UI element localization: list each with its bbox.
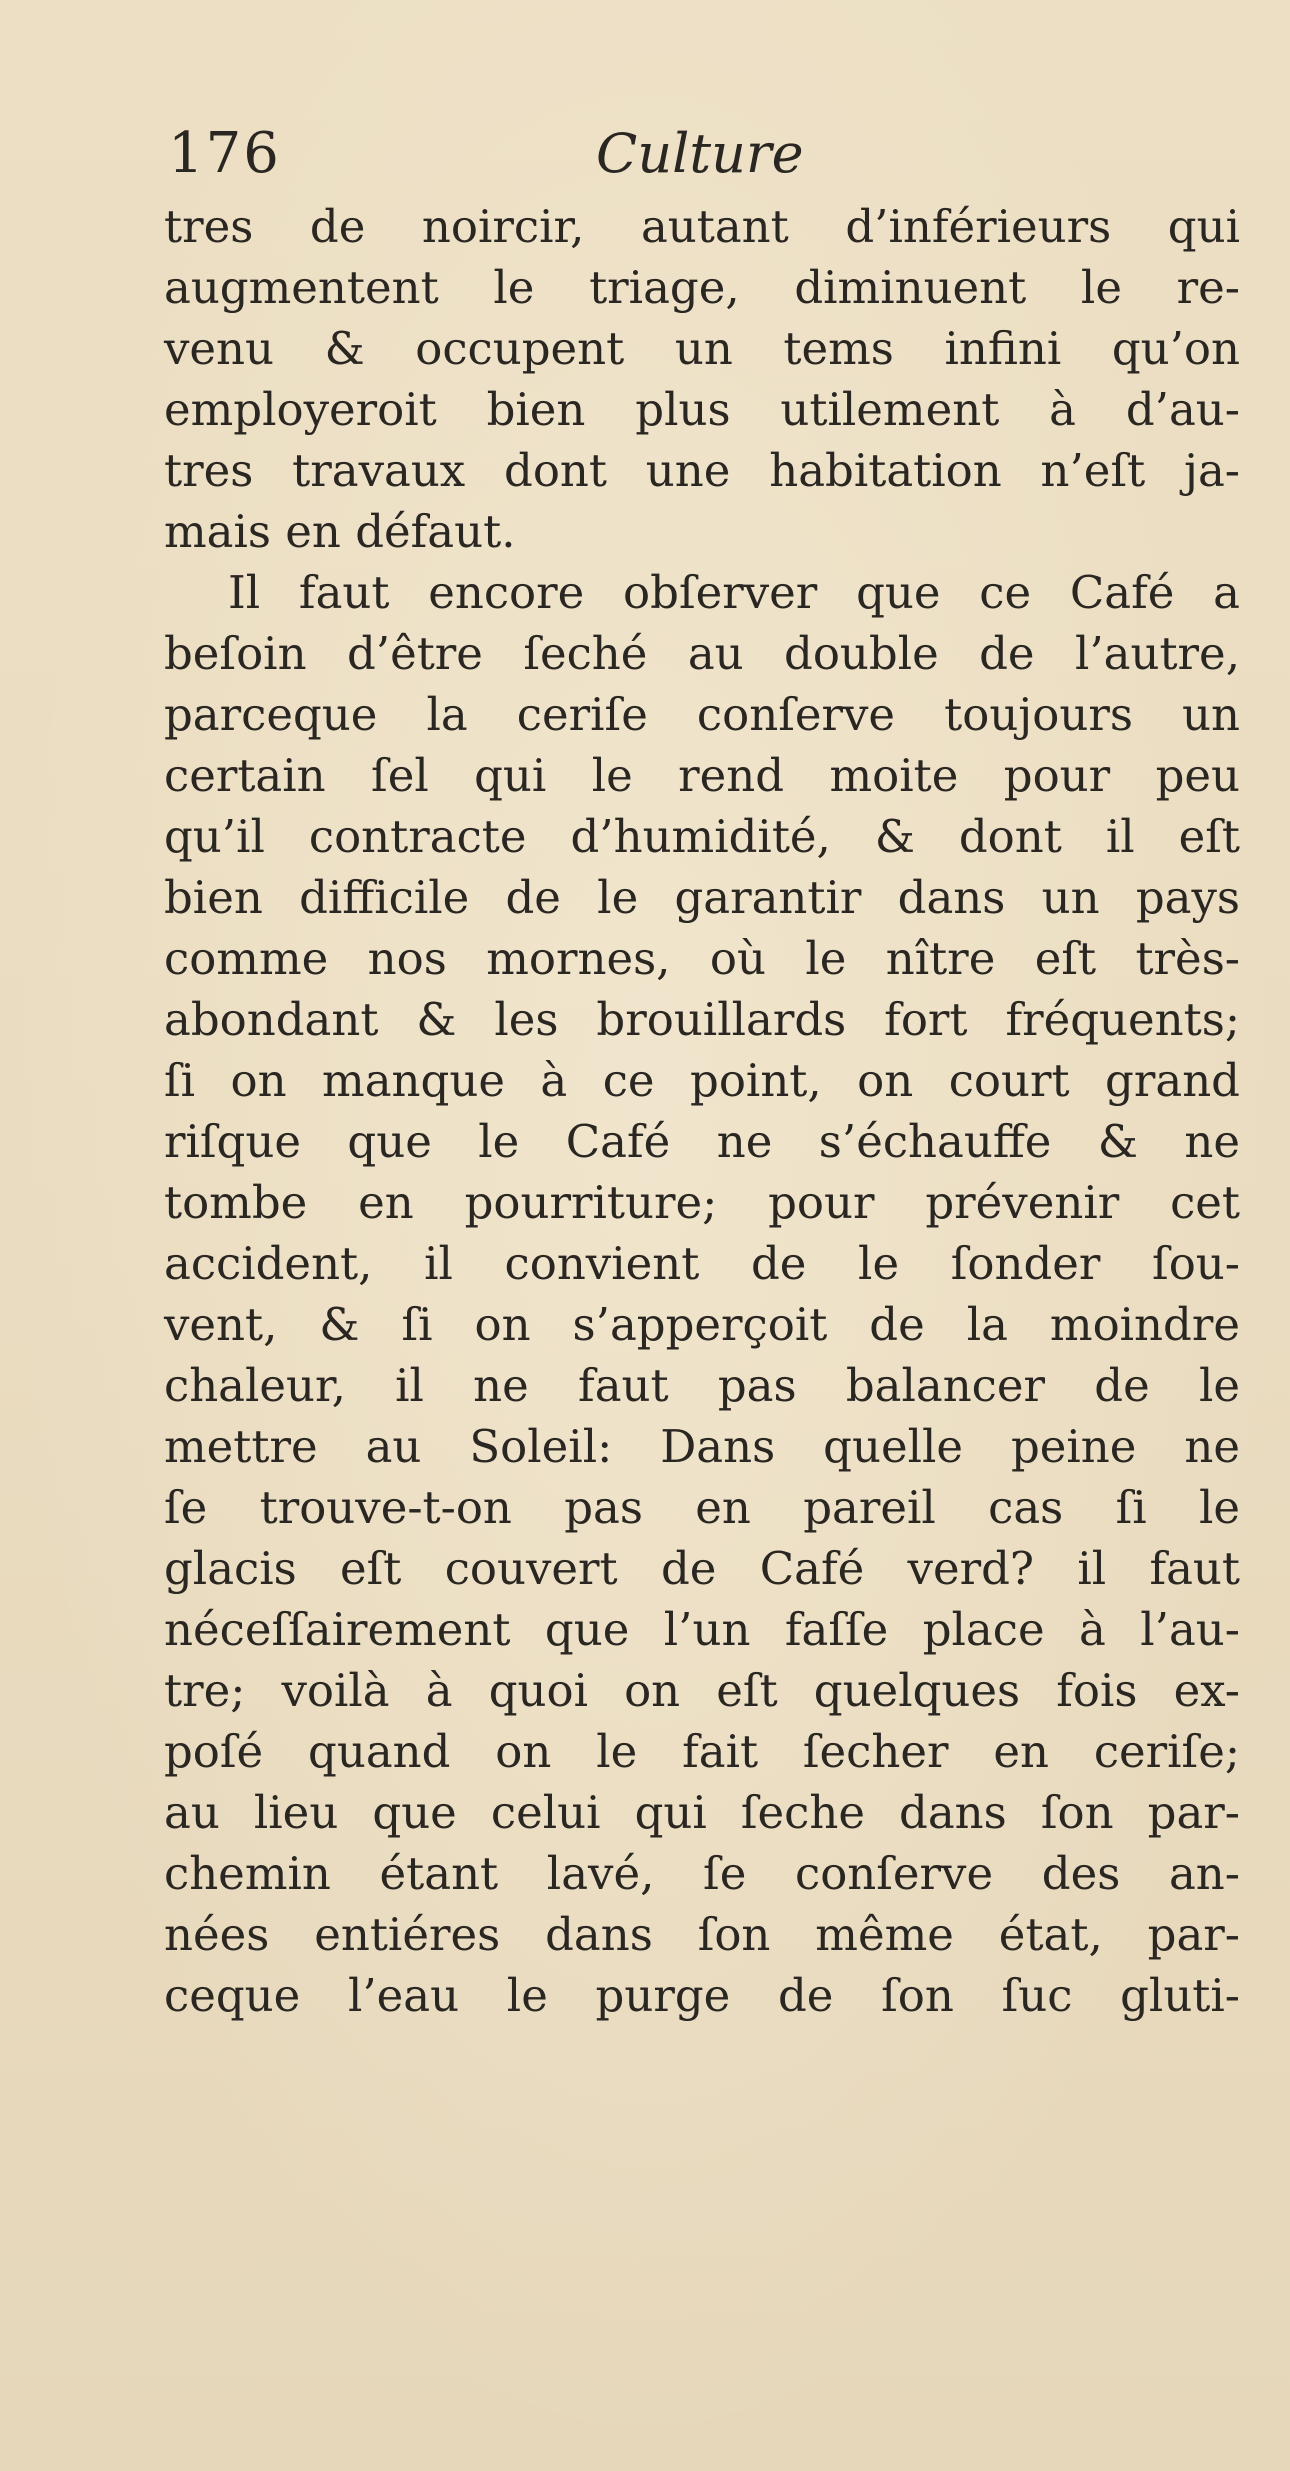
- text-line: abondant & les brouillards fort fréquents;: [164, 993, 1240, 1046]
- text-line: mettre au Soleil: Dans quelle peine ne: [164, 1420, 1240, 1473]
- text-line: ſe trouve-t-on pas en pareil cas ſi le: [164, 1481, 1240, 1534]
- text-line: tres de noircir, autant d’inférieurs qui: [164, 200, 1240, 253]
- text-line: comme nos mornes, où le nître eſt très-: [164, 932, 1240, 985]
- text-line: parceque la ceriſe conſerve toujours un: [164, 688, 1240, 741]
- body-text: [164, 196, 1240, 2026]
- text-line: tombe en pourriture; pour prévenir cet: [164, 1176, 1240, 1229]
- text-line: certain ſel qui le rend moite pour peu: [164, 749, 1240, 802]
- text-line: glacis eſt couvert de Café verd? il faut: [164, 1542, 1240, 1595]
- page-number: 176: [168, 121, 281, 186]
- text-line: nées entiéres dans ſon même état, par-: [164, 1908, 1240, 1961]
- text-line: chemin étant lavé, ſe conſerve des an-: [164, 1847, 1240, 1900]
- text-line: bien difficile de le garantir dans un pays: [164, 871, 1240, 924]
- text-line: qu’il contracte d’humidité, & dont il eſt: [164, 810, 1240, 863]
- text-line: employeroit bien plus utilement à d’au-: [164, 383, 1240, 436]
- text-line: chaleur, il ne faut pas balancer de le: [164, 1359, 1240, 1412]
- text-line: néceſſairement que l’un faſſe place à l’au-: [164, 1603, 1240, 1656]
- text-line: tre; voilà à quoi on eſt quelques fois ex-: [164, 1664, 1240, 1717]
- text-line: vent, & ſi on s’apperçoit de la moindre: [164, 1298, 1240, 1351]
- text-line: tres travaux dont une habitation n’eſt ja-: [164, 444, 1240, 497]
- running-title: Culture: [596, 122, 804, 185]
- text-line: venu & occupent un tems infini qu’on: [164, 322, 1240, 375]
- text-line: mais en défaut.: [164, 505, 516, 558]
- text-line: accident, il convient de le ſonder ſou-: [164, 1237, 1240, 1290]
- text-line: ſi on manque à ce point, on court grand: [164, 1054, 1240, 1107]
- text-line: au lieu que celui qui ſeche dans ſon par-: [164, 1786, 1240, 1839]
- page-header: [168, 112, 1258, 196]
- text-line: ceque l’eau le purge de ſon ſuc gluti-: [164, 1969, 1240, 2022]
- text-line: augmentent le triage, diminuent le re-: [164, 261, 1240, 314]
- text-line: beſoin d’être ſeché au double de l’autre,: [164, 627, 1240, 680]
- text-line: poſé quand on le fait ſecher en ceriſe;: [164, 1725, 1240, 1778]
- text-line: riſque que le Café ne s’échauffe & ne: [164, 1115, 1240, 1168]
- text-line: Il faut encore obſerver que ce Café a: [228, 566, 1240, 619]
